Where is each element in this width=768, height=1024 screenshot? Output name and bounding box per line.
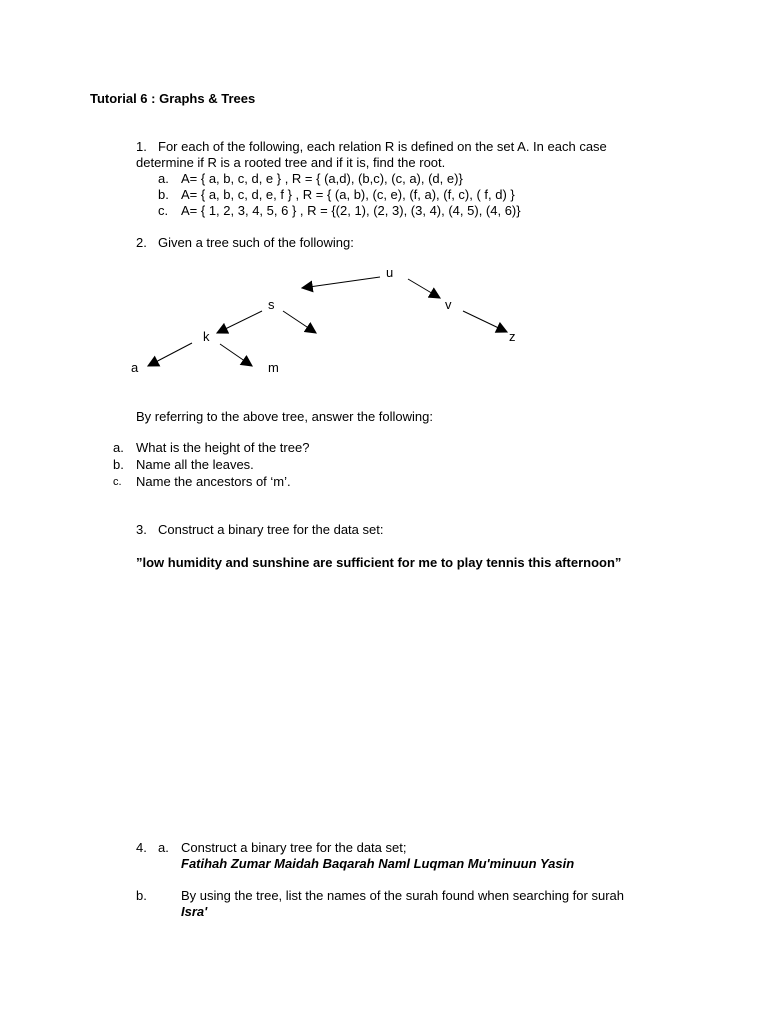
q1b-label: b.	[158, 187, 169, 202]
tree-node-v: v	[445, 297, 452, 312]
tree-node-k: k	[203, 329, 210, 344]
q2a-label: a.	[113, 440, 124, 455]
q2b-label: b.	[113, 457, 124, 472]
tree-diagram	[0, 255, 768, 385]
q3-dataset: ”low humidity and sunshine are sufficient for me to play tennis this afternoon”	[136, 555, 622, 570]
q1b-text: A= { a, b, c, d, e, f } , R = { (a, b), (c, e), (f, a), (f, c), ( f, d) }	[181, 187, 515, 202]
q1c-text: A= { 1, 2, 3, 4, 5, 6 } , R = {(2, 1), (2, 3), (3, 4), (4, 5), (4, 6)}	[181, 203, 521, 218]
q2-text: Given a tree such of the following:	[158, 235, 354, 250]
q4b-search-term: Isra'	[181, 904, 208, 919]
tree-node-z: z	[509, 329, 516, 344]
page-title: Tutorial 6 : Graphs & Trees	[90, 91, 256, 106]
q2c-text: Name the ancestors of ‘m’.	[136, 474, 291, 489]
q1-text-line2: determine if R is a rooted tree and if it is, find the root.	[136, 155, 446, 170]
q4a-dataset: Fatihah Zumar Maidah Baqarah Naml Luqman Mu'minuun Yasin	[181, 856, 575, 871]
q2b-text: Name all the leaves.	[136, 457, 254, 472]
tree-node-u: u	[386, 265, 394, 280]
q2-number: 2.	[136, 235, 147, 250]
edge-u-v	[408, 279, 440, 298]
q4b-label: b.	[136, 888, 147, 903]
edge-k-m	[220, 344, 252, 366]
tree-node-a: a	[131, 360, 139, 375]
q1-text-line1: For each of the following, each relation R is defined on the set A. In each case	[158, 139, 607, 154]
edge-s-right	[283, 311, 316, 333]
edge-s-k	[217, 311, 262, 333]
q4-number: 4.	[136, 840, 147, 855]
q2-refer-text: By referring to the above tree, answer the following:	[136, 409, 433, 424]
q4b-text: By using the tree, list the names of the surah found when searching for surah	[181, 888, 624, 903]
tree-node-s: s	[268, 297, 275, 312]
q4a-text: Construct a binary tree for the data set;	[181, 840, 407, 855]
edge-k-a	[148, 343, 192, 366]
q1-number: 1.	[136, 139, 147, 154]
q2a-text: What is the height of the tree?	[136, 440, 310, 455]
q1a-label: a.	[158, 171, 169, 186]
q1a-text: A= { a, b, c, d, e } , R = { (a,d), (b,c), (c, a), (d, e)}	[181, 171, 463, 186]
edge-v-z	[463, 311, 507, 332]
q3-number: 3.	[136, 522, 147, 537]
q1c-label: c.	[158, 203, 169, 218]
edge-u-s	[302, 277, 380, 288]
tree-node-m: m	[268, 360, 279, 375]
q4a-label: a.	[158, 840, 169, 855]
q2c-label: c.	[113, 476, 122, 488]
q3-text: Construct a binary tree for the data set:	[158, 522, 384, 537]
